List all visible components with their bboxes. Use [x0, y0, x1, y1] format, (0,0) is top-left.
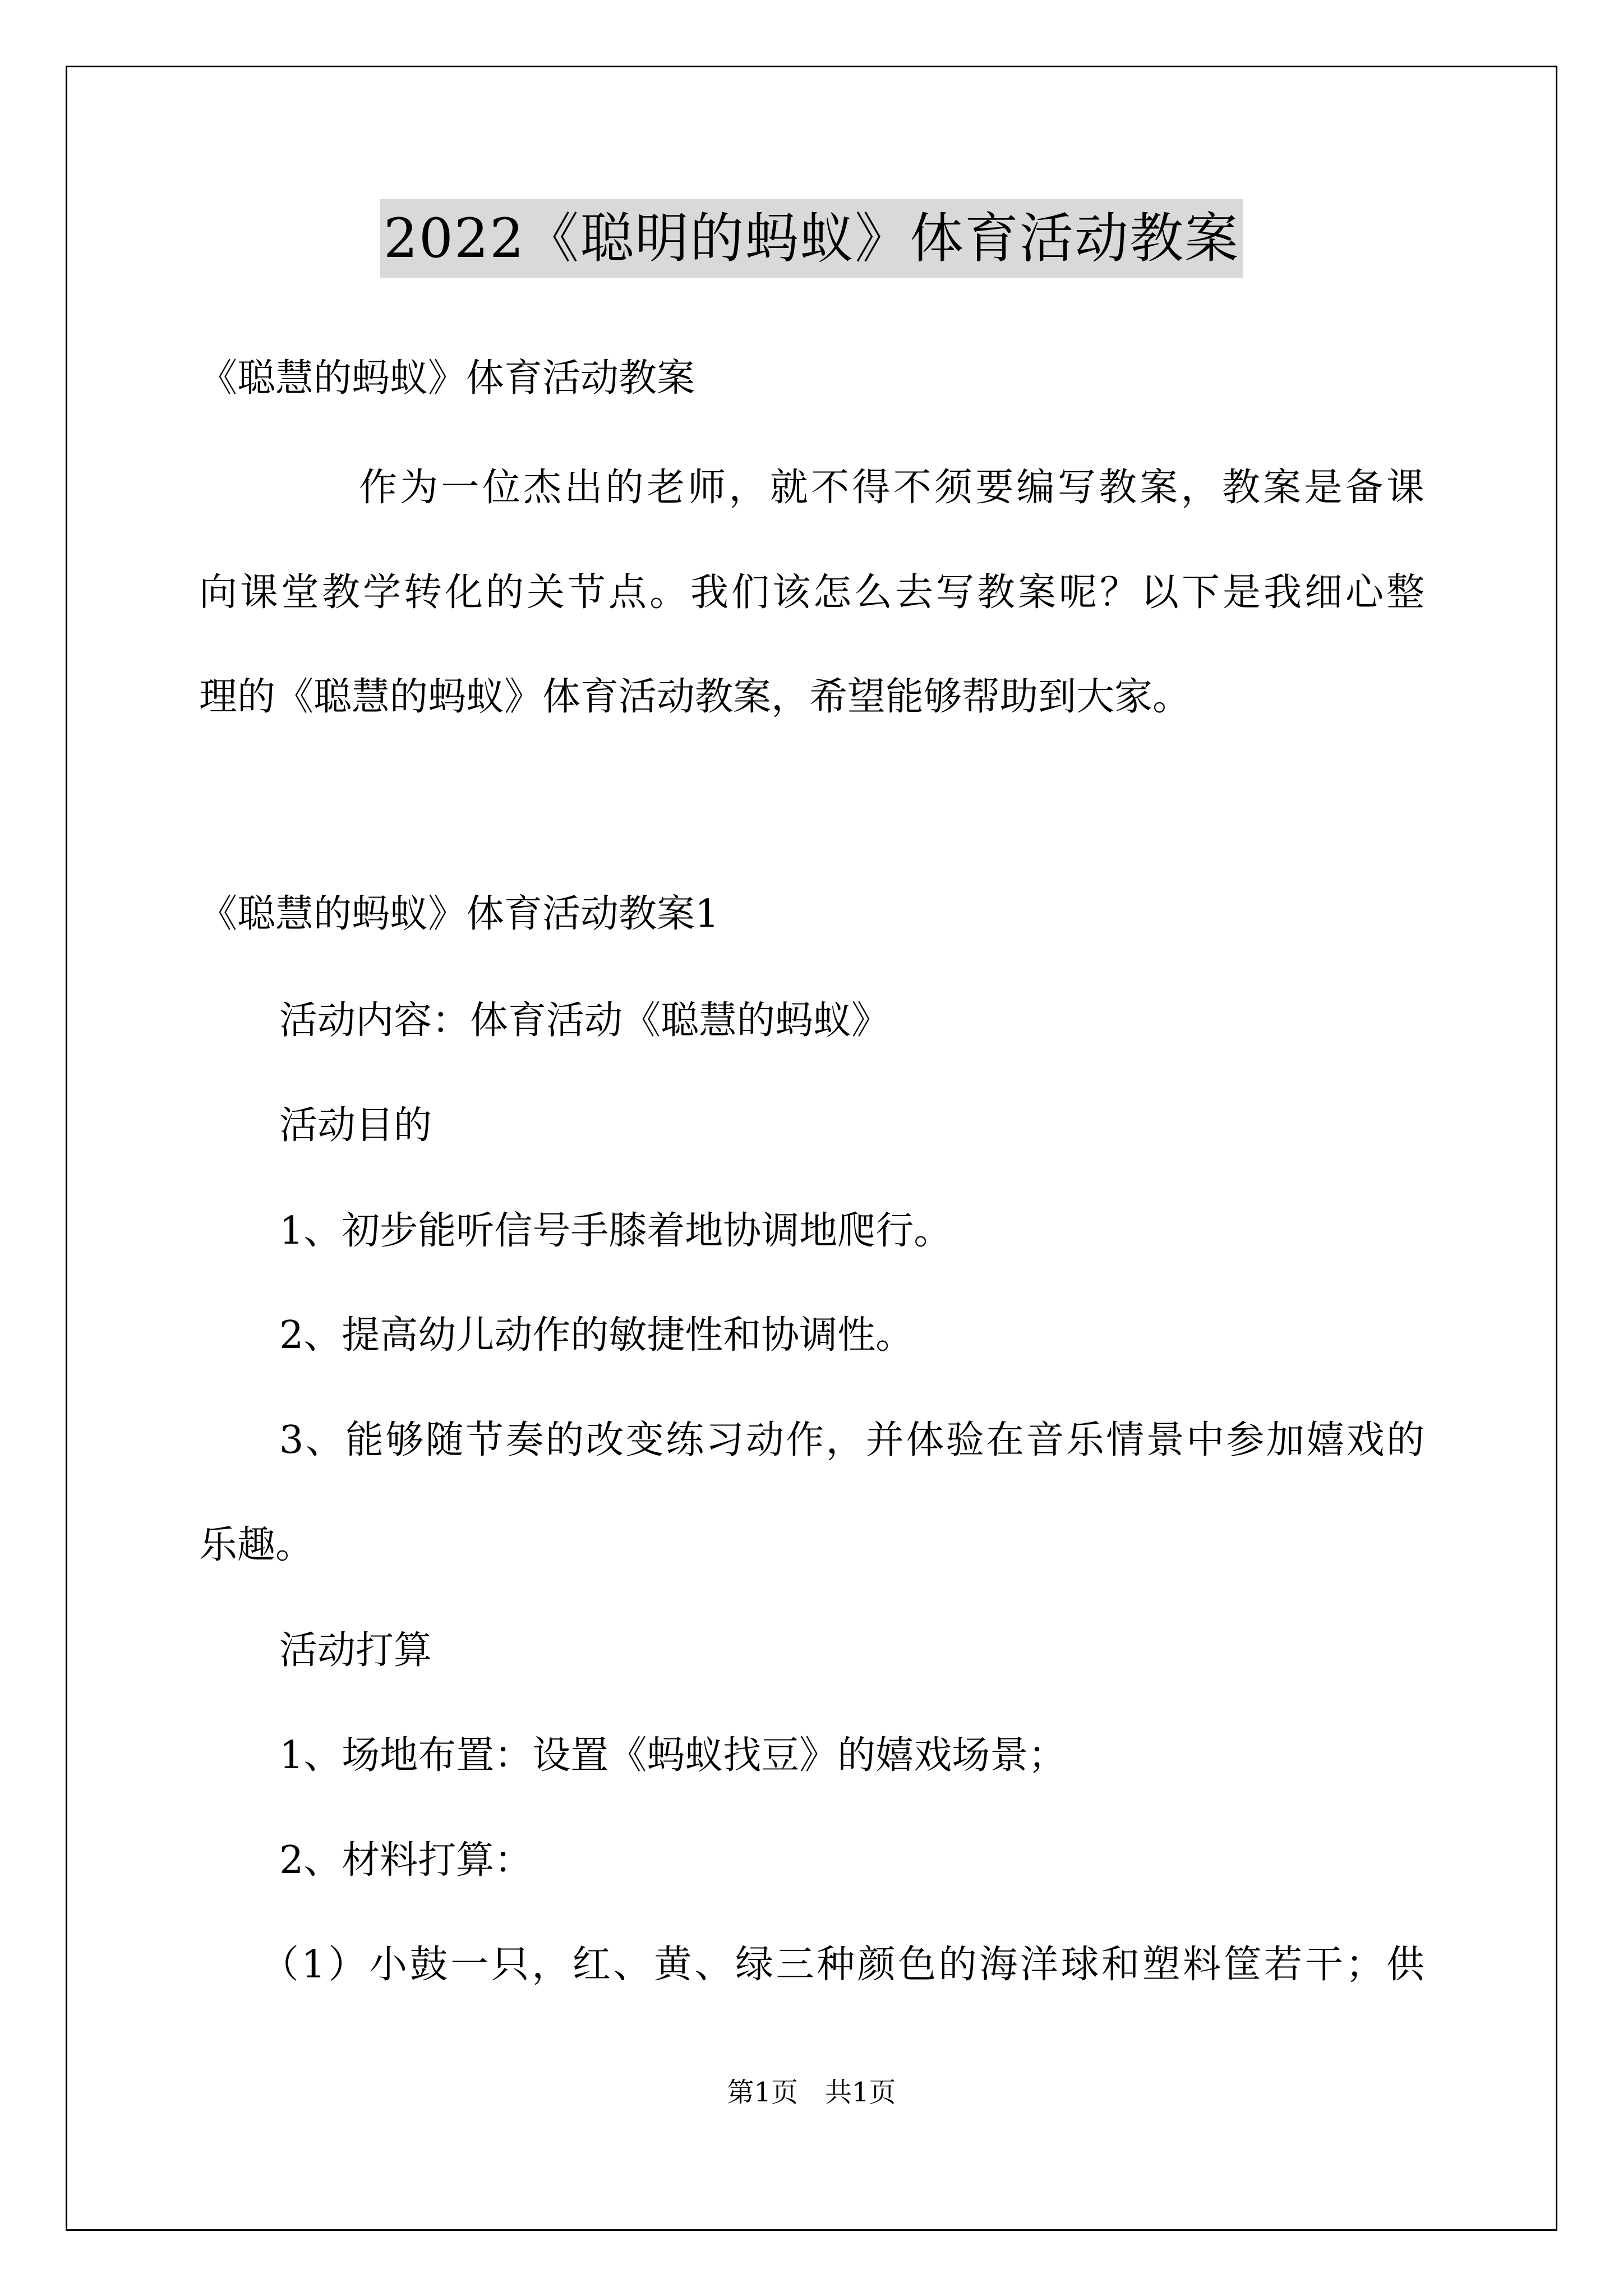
goal-item-3-line-2: 乐趣。: [199, 1523, 314, 1567]
prep-item-2-1: （1）小鼓一只，红、黄、绿三种颜色的海洋球和塑料筐若干；供: [261, 1943, 1424, 1987]
prep-item-1: 1、场地布置：设置《蚂蚁找豆》的嬉戏场景；: [279, 1733, 1067, 1778]
intro-line-1: 作为一位杰出的老师，就不得不须要编写教案，教案是备课: [359, 466, 1424, 510]
page-footer: 第1页 共1页: [727, 2077, 896, 2108]
intro-line-2: 向课堂教学转化的关节点。我们该怎么去写教案呢？以下是我细心整: [199, 570, 1424, 615]
subtitle: 《聪慧的蚂蚁》体育活动教案: [199, 356, 695, 401]
goal-item-2: 2、提高幼儿动作的敏捷性和协调性。: [279, 1313, 914, 1358]
prep-item-2: 2、材料打算：: [279, 1838, 533, 1883]
document-title: 2022《聪明的蚂蚁》体育活动教案: [380, 199, 1243, 278]
title-container: [0, 199, 1623, 278]
prep-heading: 活动打算: [279, 1628, 432, 1673]
activity-content: 活动内容：体育活动《聪慧的蚂蚁》: [279, 999, 890, 1043]
goal-heading: 活动目的: [279, 1103, 432, 1148]
goal-item-1: 1、初步能听信号手膝着地协调地爬行。: [279, 1209, 952, 1253]
section-heading: 《聪慧的蚂蚁》体育活动教案1: [199, 892, 720, 936]
intro-line-3: 理的《聪慧的蚂蚁》体育活动教案，希望能够帮助到大家。: [199, 675, 1191, 719]
goal-item-3-line-1: 3、能够随节奏的改变练习动作，并体验在音乐情景中参加嬉戏的: [279, 1418, 1424, 1462]
